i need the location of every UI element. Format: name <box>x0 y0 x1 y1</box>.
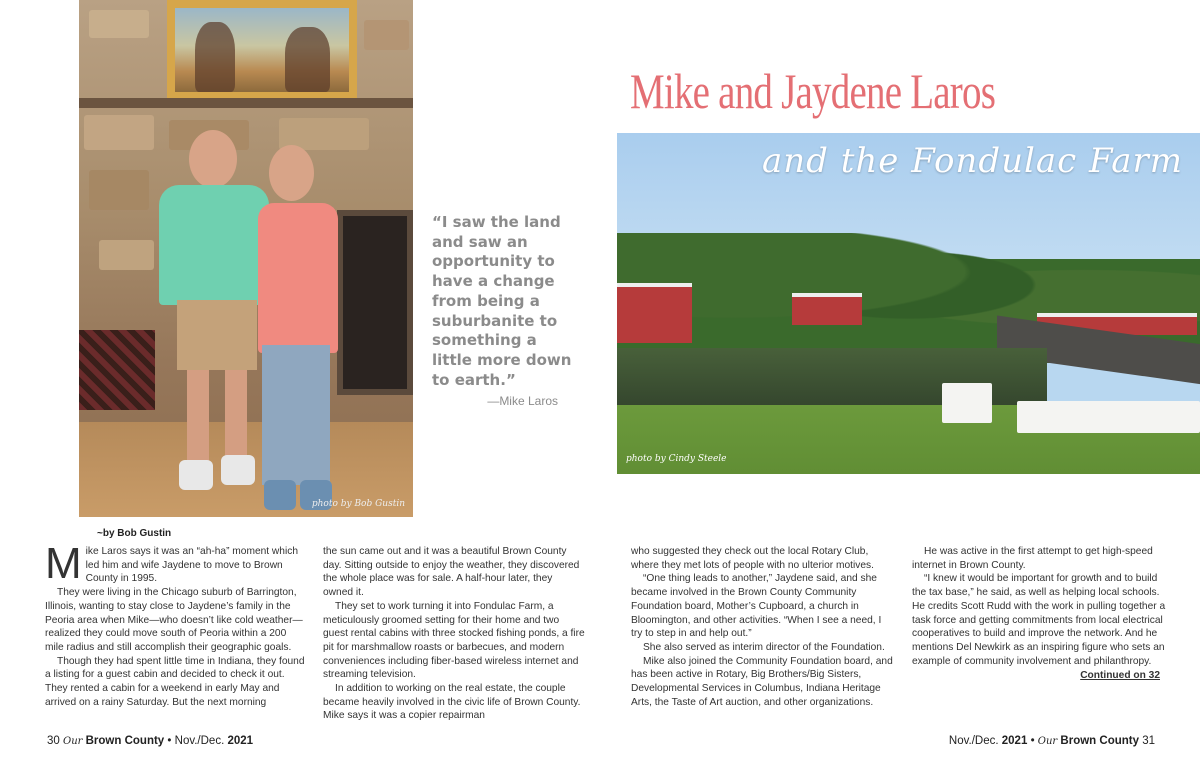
year: 2021 <box>227 735 254 747</box>
byline: ~by Bob Gustin <box>97 528 172 539</box>
couple-photo <box>79 0 413 517</box>
text-column-3 <box>631 545 893 709</box>
paragraph: Though they had spent little time in Indiana, they found a listing for a guest cabin and decided to check it out. They rented a cabin for a weekend in early May and arrived on a rainy Saturday. But the next morning <box>45 655 305 708</box>
magazine-name: Brown County <box>85 735 165 747</box>
red-building <box>617 283 692 343</box>
paragraph: “I knew it would be important for growth and to build the tax base,” he said, as well as helping local schools. He credits Scott Rudd with the work in pulling together a task force and getting commitments from local electrical cooperatives to build and improve the network. And he mentions Del Newkirk as an inspiring figure who sets an example of community involvement and philanthropy. <box>912 573 1166 667</box>
photo-credit-right: photo by Cindy Steele <box>626 454 727 464</box>
magazine-our: Our <box>63 736 83 747</box>
magazine-our: Our <box>1037 736 1058 747</box>
issue: Nov./Dec. <box>174 735 225 747</box>
paragraph: ike Laros says it was an “ah-ha” moment which led him and wife Jaydene to move to Brown County in 1995. <box>85 546 298 585</box>
quote-attribution: —Mike Laros <box>487 394 558 408</box>
text-column-4 <box>912 545 1174 683</box>
article-title: Mike and Jaydene Laros <box>630 63 996 119</box>
text-column-2 <box>323 545 585 723</box>
page-number-right: 31 <box>1142 735 1155 747</box>
white-bench-large <box>1017 401 1200 433</box>
landscape-painting <box>167 0 357 100</box>
mantel <box>79 98 413 108</box>
continued-link[interactable]: Continued on 32 <box>1080 670 1160 682</box>
page-number-left: 30 <box>47 735 60 747</box>
fireplace <box>337 210 413 395</box>
footer-left <box>47 735 253 747</box>
farm-photo <box>617 133 1200 474</box>
paragraph: They were living in the Chicago suburb of Barrington, Illinois, wanting to stay close to Jaydene’s family in the Peoria area when Mike—who doesn’t like cold weather—realized they could move south of Peoria within a 200 mile radius and still accomplish their geographic goals. <box>45 587 303 653</box>
pull-quote: “I saw the land and saw an opportunity to have a change from being a suburbanite to something a little more down to earth.” <box>432 213 572 389</box>
magazine-name: Brown County <box>1060 735 1139 747</box>
separator: • <box>167 735 172 747</box>
white-bench <box>942 383 992 423</box>
issue: Nov./Dec. <box>948 735 999 747</box>
paragraph: Mike also joined the Community Foundation board, and has been active in Rotary, Big Brothers/Big Sisters, Developmental Services in Columbus, Indiana Heritage Arts, the Taste of Art auction, and other organizations. <box>631 655 893 708</box>
paragraph: She also served as interim director of the Foundation. <box>643 641 885 653</box>
paragraph: They set to work turning it into Fondulac Farm, a meticulously groomed setting for their home and two guest rental cabins with three stocked fishing ponds, a fire pit for marshmallow roasts or barbecues, and modern conveniences including fiber-based wireless internet and streaming television. <box>323 600 585 681</box>
red-barn <box>792 293 862 325</box>
woman-figure <box>254 145 344 515</box>
article-subtitle: and the Fondulac Farm <box>762 141 1184 181</box>
paragraph: In addition to working on the real estate, the couple became heavily involved in the civic life of Brown County. Mike says it was a copier repairman <box>323 683 581 722</box>
footer-right <box>949 735 1155 747</box>
year: 2021 <box>1001 735 1028 747</box>
paragraph: who suggested they check out the local Rotary Club, where they met lots of people with no ulterior motives. <box>631 546 874 571</box>
paragraph: “One thing leads to another,” Jaydene said, and she became involved in the Brown County Community Foundation board, Mother’s Cupboard, a church in Bloomington, and other activities. “When I see a need, I try to step in and help out.” <box>631 573 882 640</box>
drop-cap: M <box>45 539 82 588</box>
paragraph: He was active in the first attempt to get high-speed internet in Brown County. <box>912 546 1153 571</box>
photo-credit-left: photo by Bob Gustin <box>311 499 405 509</box>
separator: • <box>1030 735 1035 747</box>
text-column-1 <box>45 539 307 709</box>
man-figure <box>159 130 269 510</box>
paragraph: the sun came out and it was a beautiful Brown County day. Sitting outside to enjoy the weather, they discovered the whole place was for sale. A half-hour later, they owned it. <box>323 546 580 599</box>
cushion <box>79 330 155 410</box>
